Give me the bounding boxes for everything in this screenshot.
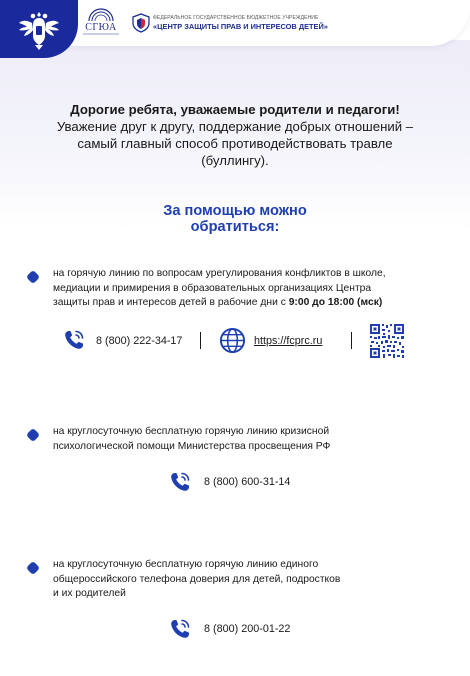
sgua-logo: [83, 8, 119, 38]
hotline-1-hours: 9:00 до 18:00 (мск): [288, 297, 383, 308]
eagle-emblem-icon: [16, 6, 62, 52]
greeting-line: (буллингу).: [201, 153, 269, 168]
greeting-title: Дорогие ребята, уважаемые родители и педагоги!: [70, 102, 400, 117]
bullet-icon: [26, 270, 40, 284]
globe-icon: [219, 327, 246, 354]
contact-heading: [100, 203, 370, 235]
hotline-3-line: на круглосуточную бесплатную горячую линию единого: [53, 559, 319, 570]
hotline-2-phone[interactable]: 8 (800) 600-31-14: [204, 476, 291, 488]
greeting-block: [20, 101, 450, 169]
greeting-line: Уважение друг к другу, поддержание добрых отношений –: [56, 119, 414, 134]
hotline-3-description: [53, 558, 453, 602]
emblem-badge: [0, 0, 78, 58]
sgua-arc-icon: [87, 8, 115, 22]
greeting-line: самый главный способ противодействовать травле: [77, 136, 393, 151]
hotline-1-line: на горячую линию по вопросам урегулирования конфликтов в школе,: [53, 268, 386, 279]
org-name-label: «ЦЕНТР ЗАЩИТЫ ПРАВ И ИНТЕРЕСОВ ДЕТЕЙ»: [153, 22, 328, 31]
hotline-2-description: [53, 425, 453, 454]
hotline-3-line: общероссийского телефона доверия для детей, подростков: [53, 573, 341, 585]
center-logo-icon: [132, 13, 150, 33]
sgua-underline: [83, 33, 119, 35]
hotline-3-line: и их родителей: [53, 588, 126, 599]
contact-heading-line: обратиться:: [190, 219, 280, 235]
divider: [200, 332, 201, 349]
hotline-1-phone[interactable]: 8 (800) 222-34-17: [96, 335, 183, 347]
hotline-1-description: [53, 267, 453, 311]
hotline-1-line: медиации и примирения в образовательных организациях Центра: [53, 282, 372, 294]
bullet-icon: [26, 561, 40, 575]
phone-icon: [168, 617, 192, 641]
qr-code-icon[interactable]: [369, 323, 405, 359]
hotline-2-line: психологической помощи Министерства просвещения РФ: [53, 440, 331, 452]
hotline-1-line: [53, 296, 453, 311]
divider: [351, 332, 352, 349]
org-type-label: ФЕДЕРАЛЬНОЕ ГОСУДАРСТВЕННОЕ БЮДЖЕТНОЕ УЧРЕЖДЕНИЕ: [153, 15, 319, 21]
phone-icon: [62, 328, 86, 352]
contact-heading-line: За помощью можно: [163, 203, 307, 219]
hotline-2-line: на круглосуточную бесплатную горячую линию кризисной: [53, 426, 330, 437]
bullet-icon: [26, 428, 40, 442]
sgua-logo-text: СГЮА: [85, 22, 117, 33]
hotline-1-hours-prefix: защиты прав и интересов детей в рабочие дни с: [53, 297, 289, 308]
website-link[interactable]: https://fcprc.ru: [254, 335, 323, 347]
hotline-3-phone[interactable]: 8 (800) 200-01-22: [204, 623, 291, 635]
phone-icon: [168, 470, 192, 494]
